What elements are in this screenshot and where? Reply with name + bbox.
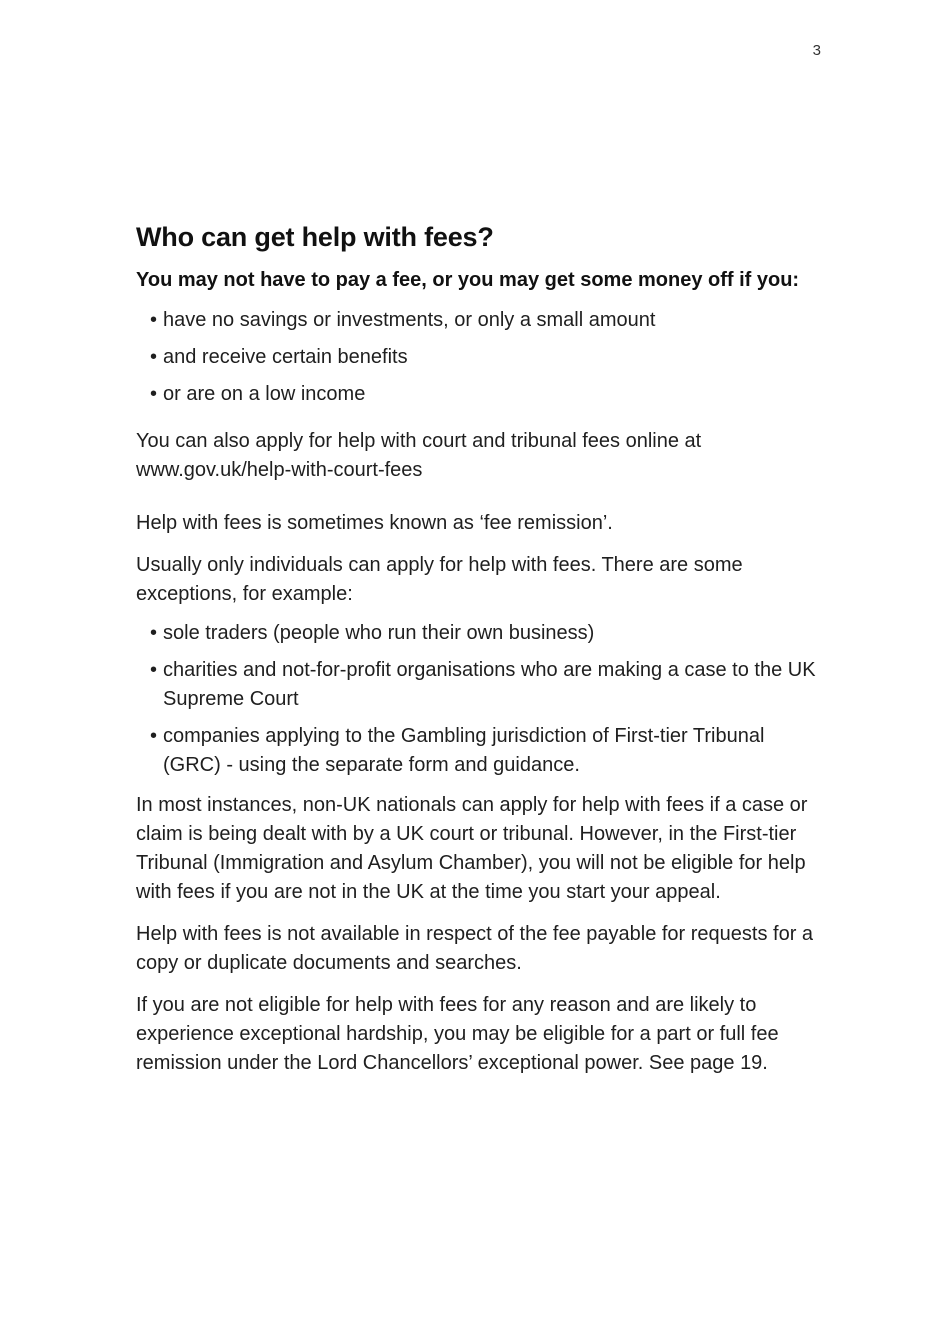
list-item-text: sole traders (people who run their own business) [163, 622, 595, 644]
bullet-icon: • [150, 622, 158, 644]
online-application-paragraph [136, 427, 826, 485]
list-item [136, 343, 826, 372]
fee-remission-note: Help with fees is sometimes known as ‘fee remission’. [136, 512, 613, 534]
exceptional-hardship-paragraph: If you are not eligible for help with fees for any reason and are likely to experience exceptional hardship, you may be eligible for a part or full fee remission under the Lord Chancellors’ exceptional power. See page 19. [136, 994, 779, 1074]
individuals-note: Usually only individuals can apply for help with fees. There are some exceptions, for example: [136, 554, 743, 605]
bullet-icon: • [150, 659, 158, 681]
list-item [136, 619, 826, 648]
list-item [136, 656, 826, 714]
eligibility-criteria-list [136, 306, 826, 409]
list-item-text: companies applying to the Gambling jurisdiction of First-tier Tribunal (GRC) - using the separate form and guidance. [163, 725, 765, 776]
list-item [136, 722, 826, 780]
eligibility-lead: You may not have to pay a fee, or you may get some money off if you: [136, 269, 800, 291]
online-application-text: You can also apply for help with court and tribunal fees online at [136, 430, 702, 452]
list-item [136, 380, 826, 409]
list-item-text: have no savings or investments, or only a small amount [163, 309, 656, 331]
bullet-icon: • [150, 725, 158, 747]
list-item-text: or are on a low income [163, 383, 366, 405]
online-application-link[interactable]: www.gov.uk/help-with-court-fees [136, 459, 423, 481]
bullet-icon: • [150, 309, 158, 331]
bullet-icon: • [150, 346, 158, 368]
non-uk-nationals-paragraph: In most instances, non-UK nationals can apply for help with fees if a case or claim is being dealt with by a UK court or tribunal. However, in the First-tier Tribunal (Immigration and Asylum Chamber), you will not be eligible for help with fees if you are not in the UK at the time you start your appeal. [136, 794, 808, 903]
main-content [136, 220, 826, 1078]
list-item [136, 306, 826, 335]
exceptions-list [136, 619, 826, 780]
section-heading: Who can get help with fees? [136, 222, 494, 252]
list-item-text: and receive certain benefits [163, 346, 408, 368]
not-available-paragraph: Help with fees is not available in respect of the fee payable for requests for a copy or duplicate documents and searches. [136, 923, 814, 974]
bullet-icon: • [150, 383, 158, 405]
page-number: 3 [812, 42, 821, 59]
list-item-text: charities and not-for-profit organisations who are making a case to the UK Supreme Court [163, 659, 816, 710]
